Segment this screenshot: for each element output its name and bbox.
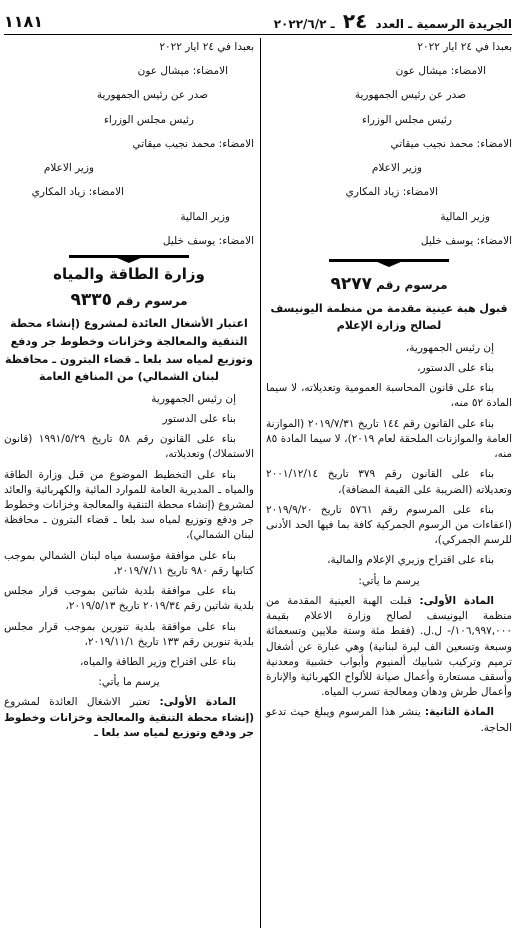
column-divider — [260, 38, 261, 928]
decree-title: قبول هبة عينية مقدمة من منظمة اليونيسف لصالح وزارة الإعلام — [270, 301, 508, 333]
body-paragraph: بناء على القانون رقم ١٤٤ تاريخ ٢٠١٩/٧/٣١ (الموازنة العامة والموازنات الملحقة لعام ٢٠١٩)، لا سيما المادة ٨٥ منه، — [266, 417, 512, 461]
signature-line: الامضاء: ميشال عون — [137, 65, 228, 78]
article-two: المادة الثانية: ينشر هذا المرسوم ويبلغ حيث تدعو الحاجة. — [266, 706, 512, 734]
section-separator — [69, 255, 189, 258]
body-paragraph: بناء على موافقة بلدية شاتين بموجب قرار مجلس بلدية شاتين رقم ٢٠١٩/٣٤ تاريخ ٢٠١٩/٥/١٣، — [4, 585, 254, 613]
body-paragraph: بناء على اقتراح وزيري الإعلام والمالية، — [327, 554, 494, 567]
body-paragraph: بناء على موافقة مؤسسة مياه لبنان الشمالي بموجب كتابها رقم ٩٨٠ تاريخ ٢٠١٩/٧/١١، — [4, 549, 254, 577]
body-paragraph: بناء على القانون رقم ٥٨ تاريخ ١٩٩١/٥/٢٩ (قانون الاستملاك) وتعديلاته، — [4, 433, 254, 461]
signature-line: رئيس مجلس الوزراء — [103, 113, 194, 126]
body-paragraph: بناء على التخطيط الموضوع من قبل وزارة الطاقة والمياه ـ المديرية العامة للموارد المائية والكهربائية والعائد لمشروع (إنشاء محطة التنقية والمعالجة وخزانات وخطوط جر ودفع وتوزيع لمياه سد بلعا ـ قضاء البترون ـ محافظة لبنان الشمالي)، — [4, 468, 254, 542]
signature-line: بعبدا في ٢٤ ايار ٢٠٢٢ — [159, 41, 254, 53]
signature-line: الامضاء: زياد المكاري — [345, 186, 438, 199]
header-rule — [4, 34, 512, 35]
signature-line: الامضاء: ميشال عون — [395, 65, 486, 78]
ministry-heading: وزارة الطاقة والمياه — [53, 264, 205, 283]
left-column — [4, 40, 254, 746]
signature-line: بعبدا في ٢٤ ايار ٢٠٢٢ — [417, 41, 512, 53]
signature-line: الامضاء: يوسف خليل — [162, 234, 254, 247]
signature-line: صدر عن رئيس الجمهورية — [96, 89, 208, 102]
decree-clause: يرسم ما يأتي: — [98, 676, 160, 689]
article-one: المادة الأولى: قبلت الهبة العينية المقدمة من منظمة اليونيسف لصالح وزارة الاعلام بقيمة ١٠٦,٩٩٧,٠٠٠/- ل.ل. (فقط مئة وستة ملايين وتسعمائة وسبعة وتسعين الف ليرة لبنانية) وهي عبارة عن أشغال ترميم وتركيب شبابيك ألمنيوم وأبواب خشبية ومعدنية وأسقف مستعارة وأعمال صيانة للألواح الكهربائية والإنارة وأعمال طرش ودهان ومعالجة تسرب المياه. — [266, 594, 512, 699]
body-paragraph: بناء على الدستور — [162, 412, 236, 425]
body-paragraph: بناء على قانون المحاسبة العمومية وتعديلاته، لا سيما المادة ٥٢ منه، — [266, 382, 512, 410]
signature-line: وزير المالية — [180, 210, 230, 223]
signature-line: وزير الاعلام — [371, 162, 422, 175]
page-header — [4, 10, 512, 32]
signature-line: الامضاء: يوسف خليل — [420, 234, 512, 247]
section-separator — [329, 259, 449, 262]
issue-number: ٢٤ — [342, 9, 368, 33]
body-paragraph: إن رئيس الجمهورية، — [405, 341, 494, 354]
decree-clause: يرسم ما يأتي: — [358, 574, 420, 587]
signature-line: صدر عن رئيس الجمهورية — [354, 89, 466, 102]
body-paragraph: بناء على اقتراح وزير الطاقة والمياه، — [80, 656, 236, 669]
body-paragraph: بناء على الدستور، — [417, 362, 494, 375]
issue-date: ـ ٢٠٢٢/٦/٢ — [273, 17, 335, 31]
signature-line: وزير المالية — [440, 210, 490, 223]
decree-title: اعتبار الأشغال العائدة لمشروع (إنشاء محطة التنقية والمعالجة وخزانات وخطوط جر ودفع وتوزيع لمياه سد بلعا ـ قضاء البترون ـ محافظة لبنان الشمالي) من المنافع العامة — [5, 317, 253, 384]
body-paragraph: بناء على المرسوم رقم ٥٧٦١ تاريخ ٢٠١٩/٩/٢٠ (اعفاءات من الرسوم الجمركية كافة بما فيها الحد الأدنى للرسم الجمركي)، — [266, 503, 512, 547]
signature-line: الامضاء: محمد نجيب ميقاتي — [132, 137, 254, 150]
journal-name: الجريدة الرسمية ـ العدد — [375, 17, 512, 31]
signature-line: رئيس مجلس الوزراء — [361, 113, 452, 126]
page-number: ١١٨١ — [4, 11, 44, 31]
article-one: المادة الأولى: تعتبر الاشغال العائدة لمشروع (إنشاء محطة التنقية والمعالجة وخزانات وخطوط جر ودفع وتوزيع لمياه سد بلعا ـ — [4, 696, 254, 739]
body-paragraph: بناء على القانون رقم ٣٧٩ تاريخ ٢٠٠١/١٢/١٤ وتعديلاته (الضريبة على القيمة المضافة)، — [266, 468, 512, 496]
right-column — [266, 40, 512, 741]
decree-number: مرسوم رقم ٩٣٣٥ — [70, 289, 188, 310]
signature-line: الامضاء: زياد المكاري — [31, 186, 124, 199]
body-paragraph: إن رئيس الجمهورية — [151, 392, 236, 405]
body-paragraph: بناء على موافقة بلدية تنورين بموجب قرار مجلس بلدية تنورين رقم ١٣٣ تاريخ ٢٠١٩/١١/١، — [4, 620, 254, 648]
signature-line: الامضاء: محمد نجيب ميقاتي — [390, 137, 512, 150]
journal-title — [274, 9, 512, 33]
signature-line: وزير الاعلام — [43, 162, 94, 175]
decree-number: مرسوم رقم ٩٢٧٧ — [330, 273, 448, 294]
